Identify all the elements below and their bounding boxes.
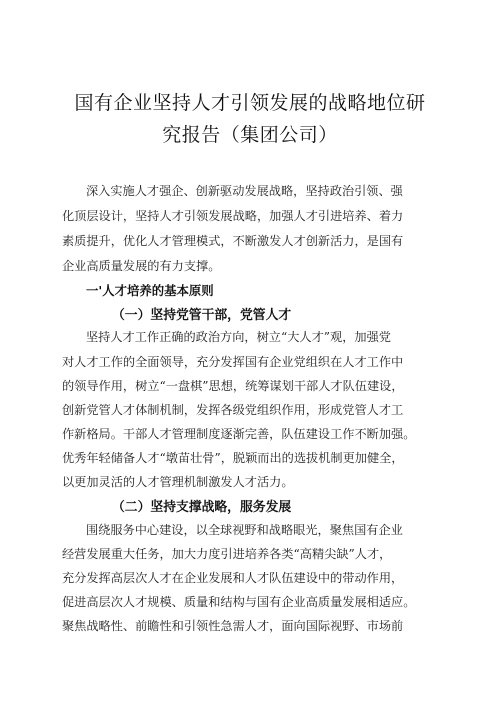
sub2-line-5: 聚焦战略性、前瞻性和引领性急需人才，面向国际视野、市场前 [62,619,404,633]
sub2-line-2: 经营发展重大任务，加大力度引进培养各类“高精尖缺”人才， [62,547,392,561]
sub1-line-1: 坚持人才工作正确的政治方向，树立“大人才”观，加强党 [86,330,391,344]
intro-line-1: 深入实施人才强企、创新驱动发展战略，坚持政治引领、强 [86,184,403,198]
intro-line-2: 化顶层设计，坚持人才引领发展战略，加强人才引进培养、着力 [62,209,404,223]
sub2-line-3: 充分发挥高层次人才在企业发展和人才队伍建设中的带动作用， [62,571,404,585]
sub2-line-4: 促进高层次人才规模、质量和结构与国有企业高质量发展相适应。 [62,595,416,609]
sub1-line-3: 的领导作用，树立“一盘棋”思想，统筹谋划干部人才队伍建设， [62,379,404,393]
sub1-line-4: 创新党管人才体制机制，发挥各级党组织作用，形成党管人才工 [62,403,404,417]
document-title-line-1: 国有企业坚持人才引领发展的战略地位研 [74,92,426,114]
sub1-line-5: 作新格局。干部人才管理制度逐渐完善，队伍建设工作不断加强。 [62,427,416,441]
intro-line-4: 企业高质量发展的有力支撑。 [62,259,221,273]
sub1-line-6: 优秀年轻储备人才“墩苗壮骨”，脱颖而出的选拔机制更加健全， [62,451,404,465]
sub1-line-7: 以更加灵活的人才管理机制激发人才活力。 [62,475,294,489]
section-heading-1: 一'人才培养的基本原则 [86,283,214,298]
intro-line-3: 素质提升，优化人才管理模式，不断激发人才创新活力，是国有 [62,234,404,248]
subsection-heading-1: （一）坚持党管干部，党管人才 [112,308,292,323]
sub2-line-1: 围绕服务中心建设，以全球视野和战略眼光，聚焦国有企业 [86,523,403,537]
subsection-heading-2: （二）坚持支撑战略，服务发展 [112,500,292,515]
sub1-line-2: 对人才工作的全面领导，充分发挥国有企业党组织在人才工作中 [62,355,404,369]
document-title-line-2: 究报告（集团公司） [162,124,338,146]
